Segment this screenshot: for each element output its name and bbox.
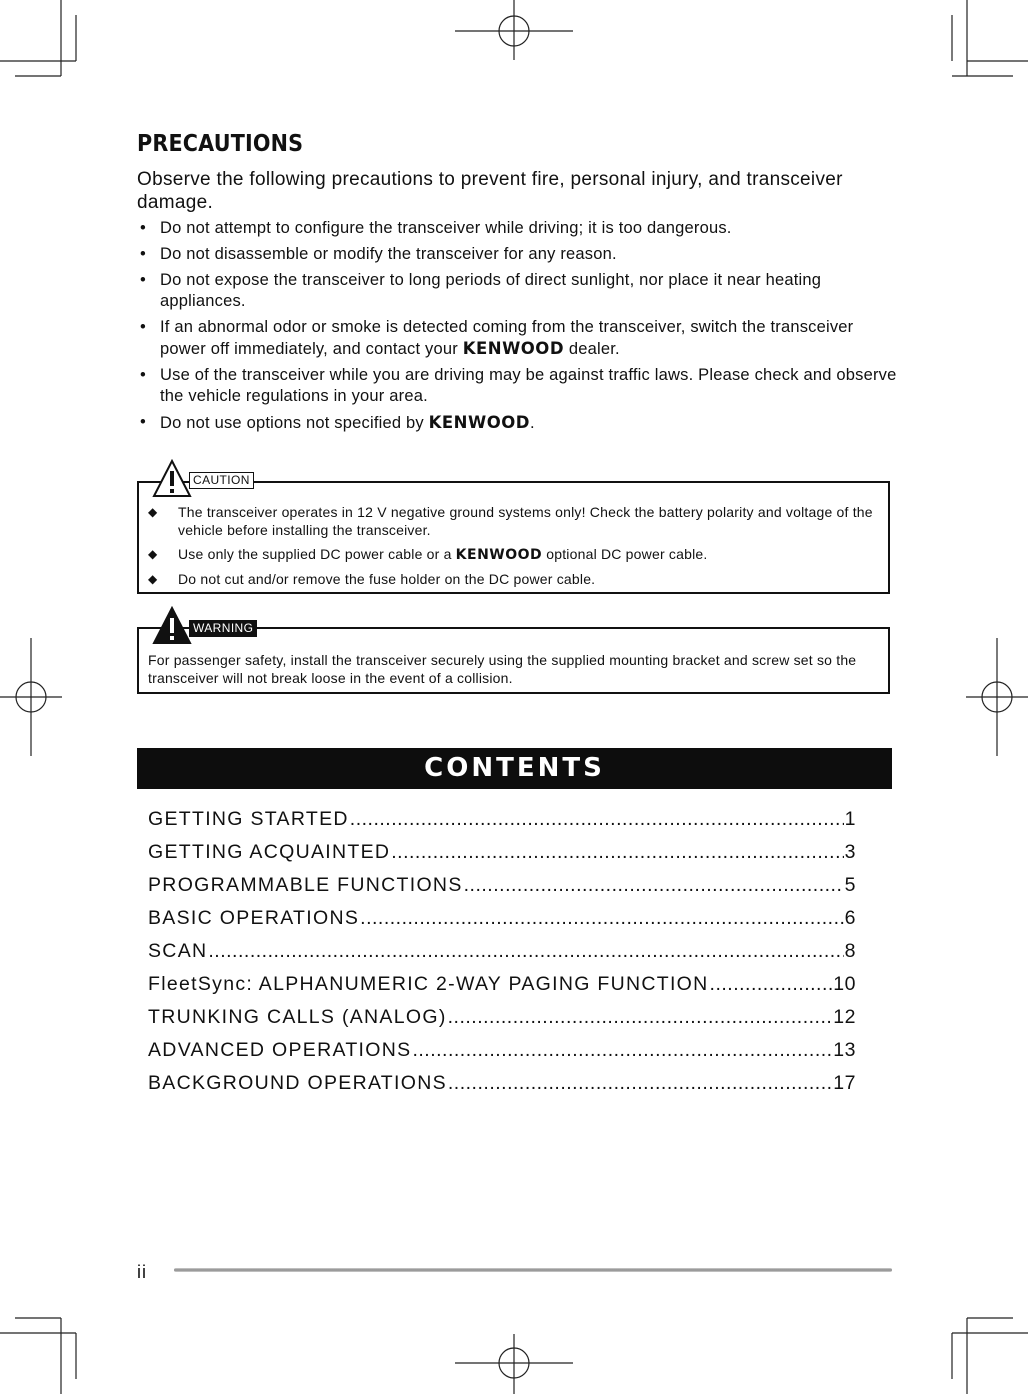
- caution-item: [148, 570, 884, 588]
- toc-leader-dots: [464, 874, 844, 897]
- toc-entry-title: PROGRAMMABLE FUNCTIONS: [148, 874, 463, 896]
- toc-entry[interactable]: [148, 907, 856, 940]
- toc-entry-title: ADVANCED OPERATIONS: [148, 1039, 412, 1061]
- precaution-text: Do not attempt to configure the transceiver while driving; it is too dangerous.: [160, 219, 732, 237]
- toc-entry-title: BACKGROUND OPERATIONS: [148, 1072, 447, 1094]
- toc-entry[interactable]: [148, 940, 856, 973]
- toc-leader-dots: [448, 1006, 833, 1029]
- toc-leader-dots: [710, 973, 833, 996]
- toc-entry-page: 1: [844, 808, 856, 830]
- toc-entry-page: 17: [833, 1072, 856, 1094]
- caution-item: [148, 503, 884, 539]
- warning-label: WARNING: [189, 620, 257, 637]
- precaution-text: Use of the transceiver while you are driving may be against traffic laws. Please check and observe the vehicle regulations in your area.: [160, 366, 897, 405]
- toc-entry-page: 5: [844, 874, 856, 896]
- toc-entry[interactable]: [148, 841, 856, 874]
- caution-text: optional DC power cable.: [542, 546, 708, 562]
- caution-text: Use only the supplied DC power cable or a: [178, 546, 456, 562]
- toc-entry-page: 3: [844, 841, 856, 863]
- brand-name: KENWOOD: [462, 339, 565, 358]
- toc-leader-dots: [448, 1072, 832, 1095]
- precaution-text: Do not expose the transceiver to long periods of direct sunlight, nor place it near heating appliances.: [160, 271, 822, 310]
- toc-entry[interactable]: [148, 1039, 856, 1072]
- toc-leader-dots: [208, 940, 843, 963]
- precaution-item: [137, 365, 897, 407]
- table-of-contents: [148, 808, 856, 1105]
- toc-entry-title: BASIC OPERATIONS: [148, 907, 360, 929]
- precaution-text: dealer.: [564, 340, 620, 358]
- toc-entry[interactable]: [148, 1006, 856, 1039]
- precautions-list: [137, 218, 897, 439]
- precaution-text: Do not use options not specified by: [160, 414, 429, 432]
- precautions-title: PRECAUTIONS: [137, 131, 304, 157]
- footer-rule: [174, 1268, 892, 1272]
- precaution-item: [137, 218, 897, 239]
- brand-name: KENWOOD: [428, 413, 530, 432]
- page-number: ii: [137, 1262, 147, 1282]
- contents-heading: CONTENTS: [137, 748, 892, 789]
- precaution-text: If an abnormal odor or smoke is detected coming from the transceiver, switch the transceiver power off immediately, and contact your: [160, 318, 854, 358]
- caution-warning-triangle-icon: [152, 459, 192, 499]
- precaution-text: Do not disassemble or modify the transceiver for any reason.: [160, 245, 617, 263]
- precaution-item: [137, 317, 897, 360]
- precaution-item: [137, 412, 897, 434]
- warning-text: For passenger safety, install the transceiver securely using the supplied mounting bracket and screw set so the transceiver will not break loose in the event of a collision.: [148, 652, 857, 686]
- caution-text: The transceiver operates in 12 V negative ground systems only! Check the battery polarity and voltage of the vehicle before installing the transceiver.: [178, 504, 873, 538]
- brand-name: KENWOOD: [455, 547, 543, 563]
- caution-item: [148, 545, 884, 564]
- toc-entry-page: 8: [844, 940, 856, 962]
- toc-entry-page: 10: [833, 973, 856, 995]
- toc-leader-dots: [360, 907, 843, 930]
- toc-leader-dots: [412, 1039, 832, 1062]
- precaution-item: [137, 270, 897, 312]
- toc-entry-title: TRUNKING CALLS (ANALOG): [148, 1006, 447, 1028]
- toc-entry[interactable]: [148, 808, 856, 841]
- toc-leader-dots: [391, 841, 843, 864]
- toc-entry[interactable]: [148, 1072, 856, 1105]
- toc-entry-title: SCAN: [148, 940, 208, 962]
- toc-entry-title: FleetSync: ALPHANUMERIC 2-WAY PAGING FUNCTION: [148, 973, 709, 995]
- toc-entry-title: GETTING STARTED: [148, 808, 349, 830]
- toc-leader-dots: [350, 808, 844, 831]
- toc-entry-page: 6: [844, 907, 856, 929]
- toc-entry-title: GETTING ACQUAINTED: [148, 841, 391, 863]
- toc-entry-page: 12: [833, 1006, 856, 1028]
- caution-label: CAUTION: [189, 472, 254, 489]
- toc-entry[interactable]: [148, 973, 856, 1006]
- caution-text: Do not cut and/or remove the fuse holder on the DC power cable.: [178, 571, 596, 587]
- caution-list: [148, 503, 884, 594]
- warning-triangle-icon: [152, 606, 192, 646]
- precaution-text: .: [529, 414, 535, 432]
- toc-entry[interactable]: [148, 874, 856, 907]
- toc-entry-page: 13: [833, 1039, 856, 1061]
- precautions-intro: Observe the following precautions to prevent fire, personal injury, and transceiver damage.: [137, 169, 843, 213]
- precaution-item: [137, 244, 897, 265]
